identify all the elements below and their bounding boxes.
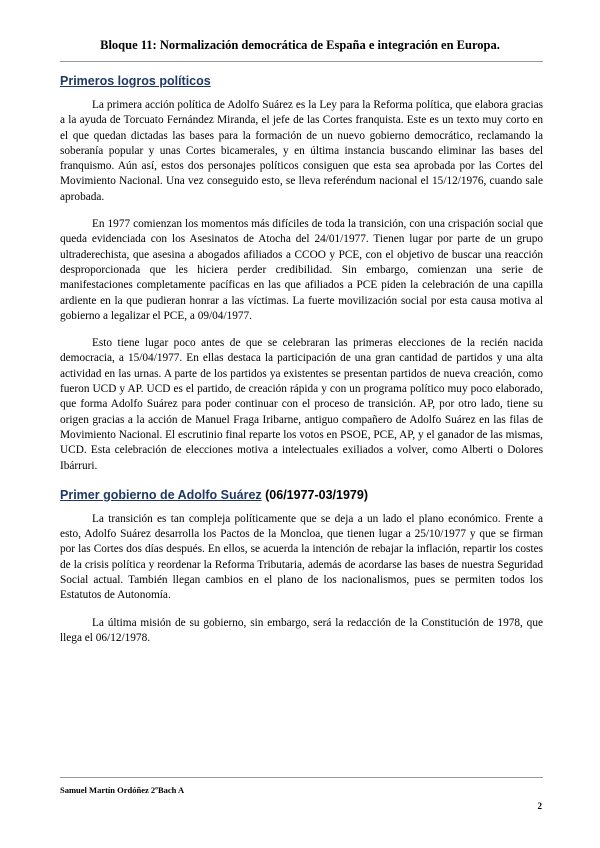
footer-rule	[60, 777, 543, 778]
section-heading-text: Primer gobierno de Adolfo Suárez	[60, 487, 262, 502]
section-primeros-logros	[60, 72, 543, 474]
header-rule	[60, 61, 543, 62]
section-heading	[60, 486, 543, 504]
paragraph: La primera acción política de Adolfo Suárez es la Ley para la Reforma política, que elabora gracias a la ayuda de Torcuato Fernández Miranda, el jefe de las Cortes franquista. Este es un texto muy corto en el que quedan dictadas las bases para la formación de un nuevo gobierno democrático, reclamando la soberanía popular y unas Cortes bicamerales, y en última instancia buscando eliminar las bases del franquismo. Aún así, estos dos personajes políticos consiguen que esta sea aprobada por las Cortes del Movimiento Nacional. Una vez conseguido esto, se lleva referéndum nacional el 15/12/1976, cuando sale aprobada.	[60, 99, 543, 203]
paragraph: En 1977 comienzan los momentos más difíciles de toda la transición, con una crispación social que queda evidenciada con los Asesinatos de Atocha del 24/01/1977. Tienen lugar por parte de un grupo ultraderechista, que asesina a abogados afiliados a CCOO y PCE, con el objetivo de buscar una reacción desproporcionada que les hiciera perder credibilidad. Sin embargo, comienzan una serie de manifestaciones completamente pacíficas en las que afiliados a PCE piden la celebración de una capilla ardiente en la que pudieran honrar a las víctimas. La fuerte movilización social por esta causa motiva al gobierno a legalizar el PCE, a 09/04/1977.	[60, 218, 543, 322]
footer-author: Samuel Martín Ordóñez 2ºBach A	[60, 785, 185, 795]
section-heading-text: Primeros logros políticos	[60, 74, 211, 88]
paragraph: Esto tiene lugar poco antes de que se celebraran las primeras elecciones de la recién nacida democracia, a 15/04/1977. En ellas destaca la participación de una gran cantidad de partidos y una alta actividad en las urnas. A parte de los partidos ya existentes se presentan partidos de nueva creación, como fueron UCD y AP. UCD es el partido, de creación rápida y con un programa político muy poco elaborado, que forma Adolfo Suárez para poder continuar con el proceso de transición. AP, por otro lado, tiene su origen gracias a la acción de Manuel Fraga Iribarne, antiguo compañero de Adolfo Suárez en las filas de Movimiento Nacional. El escrutinio final reparte los votos en PSOE, PCE, AP, y el ganador de las mismas, UCD. Esta celebración de elecciones motiva a intelectuales exiliados a volver, como Alberti o Dolores Ibárruri.	[60, 337, 543, 472]
section-primer-gobierno	[60, 486, 543, 646]
page-number: 2	[537, 801, 542, 811]
document-header	[60, 36, 540, 54]
document-title: Bloque 11: Normalización democrática de España e integración en Europa.	[100, 38, 500, 52]
section-heading	[60, 72, 543, 90]
paragraph: La última misión de su gobierno, sin embargo, será la redacción de la Constitución de 1978, que llega el 06/12/1978.	[60, 616, 543, 644]
section-heading-dates: (06/1977-03/1979)	[261, 487, 368, 502]
paragraph: La transición es tan compleja políticamente que se deja a un lado el plano económico. Frente a esto, Adolfo Suárez desarrolla los Pactos de la Moncloa, que tienen lugar a 25/10/1977 y que se firman por las Cortes dos días después. En ellos, se acuerda la intención de rebajar la inflación, repartir los costes de la crisis política y reordenar la Reforma Tributaria, además de acordarse las bases de nuestra Seguridad Social actual. También llegan cambios en el plano de los nacionalismos, pues se permiten todos los Estatutos de Autonomía.	[60, 512, 543, 602]
document-body	[60, 70, 543, 658]
